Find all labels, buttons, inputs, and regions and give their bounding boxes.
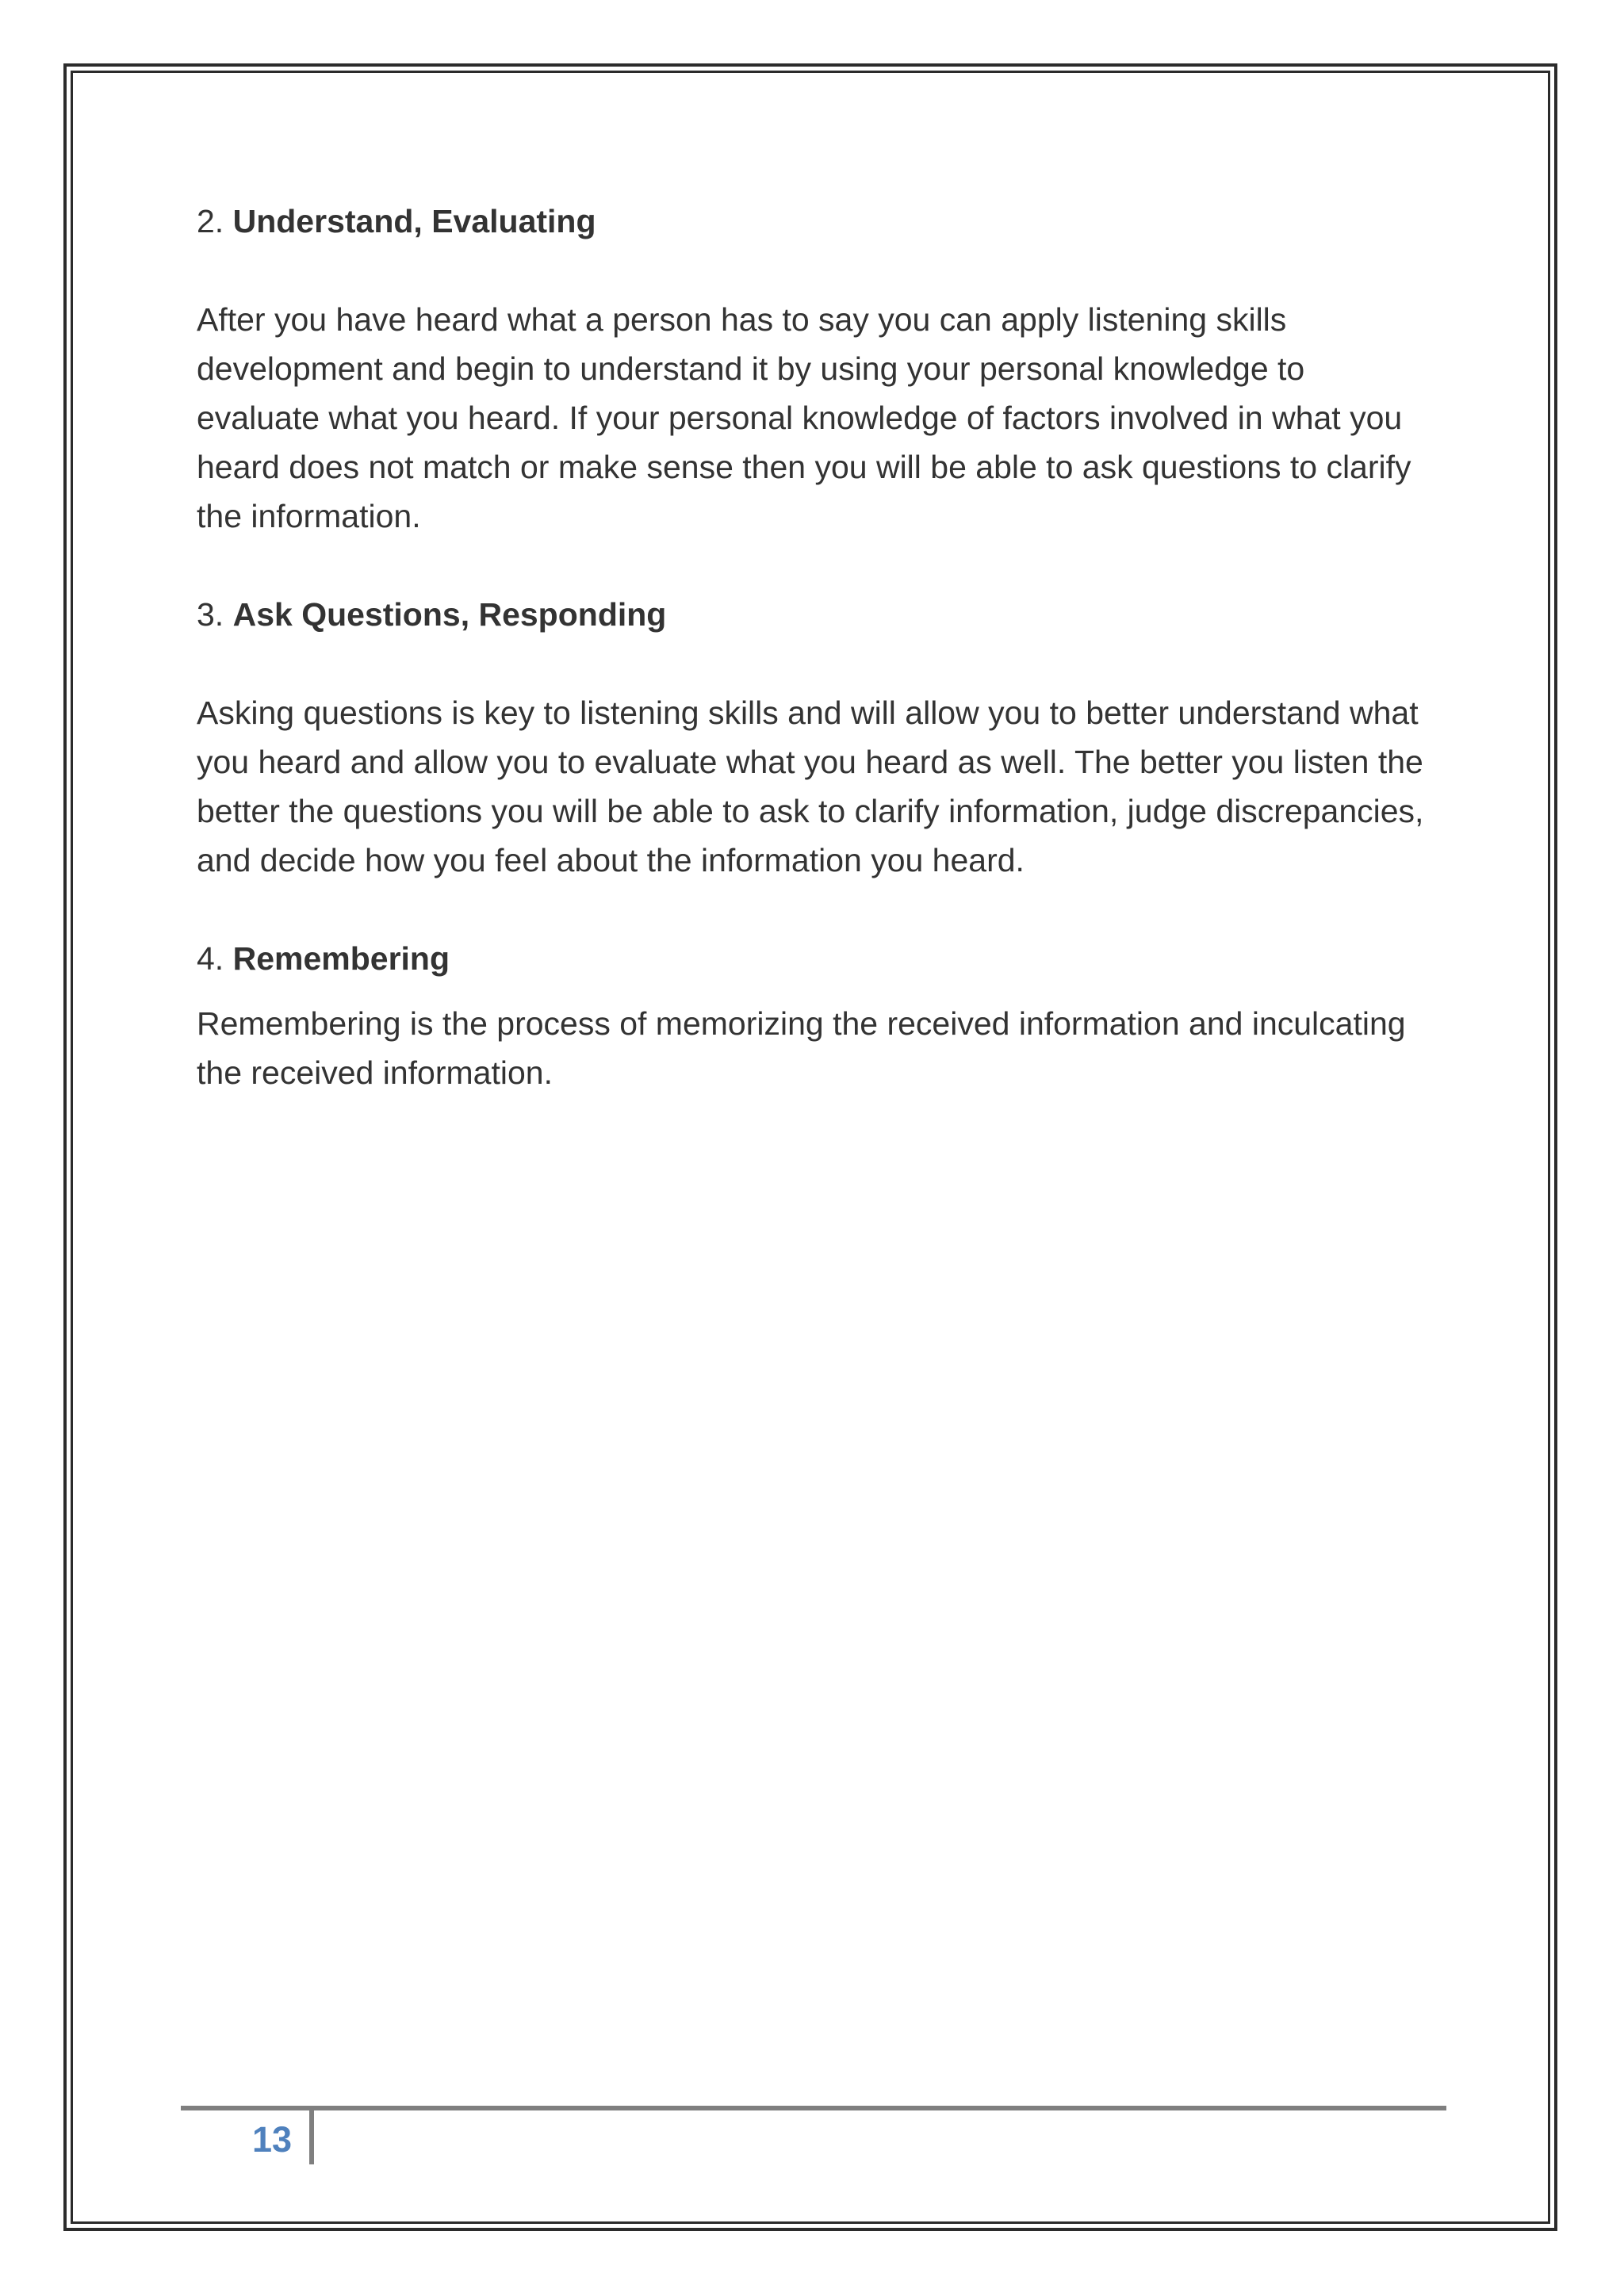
footer-rule	[181, 2106, 1446, 2110]
spacer	[197, 541, 1434, 590]
section-title: Remembering	[232, 940, 450, 977]
section-heading-understand	[197, 197, 1434, 246]
spacer	[197, 639, 1434, 688]
section-title: Understand, Evaluating	[232, 203, 596, 239]
spacer	[197, 885, 1434, 934]
section-number: 3.	[197, 596, 224, 633]
spacer	[197, 983, 1434, 999]
section-body-ask-questions: Asking questions is key to listening skills and will allow you to better understand what you heard and allow you to evaluate what you heard as well. The better you listen the better the questions you will be able to ask to clarify information, judge discrepancies, and decide how you feel about the information you heard.	[197, 695, 1424, 878]
section-heading-remembering	[197, 934, 1434, 983]
page-content	[197, 197, 1434, 1097]
section-heading-ask-questions	[197, 590, 1434, 639]
spacer	[197, 246, 1434, 295]
page-number: 13	[252, 2119, 293, 2160]
section-body-remembering: Remembering is the process of memorizing the received information and inculcating the received information.	[197, 1005, 1406, 1091]
section-number: 4.	[197, 940, 224, 977]
section-number: 2.	[197, 203, 224, 239]
section-body-understand: After you have heard what a person has to say you can apply listening skills development and begin to understand it by using your personal knowledge to evaluate what you heard. If your personal knowledge of factors involved in what you heard does not match or make sense then you will be able to ask questions to clarify the information.	[197, 301, 1411, 534]
page-number-divider	[309, 2110, 314, 2164]
section-title: Ask Questions, Responding	[232, 596, 667, 633]
